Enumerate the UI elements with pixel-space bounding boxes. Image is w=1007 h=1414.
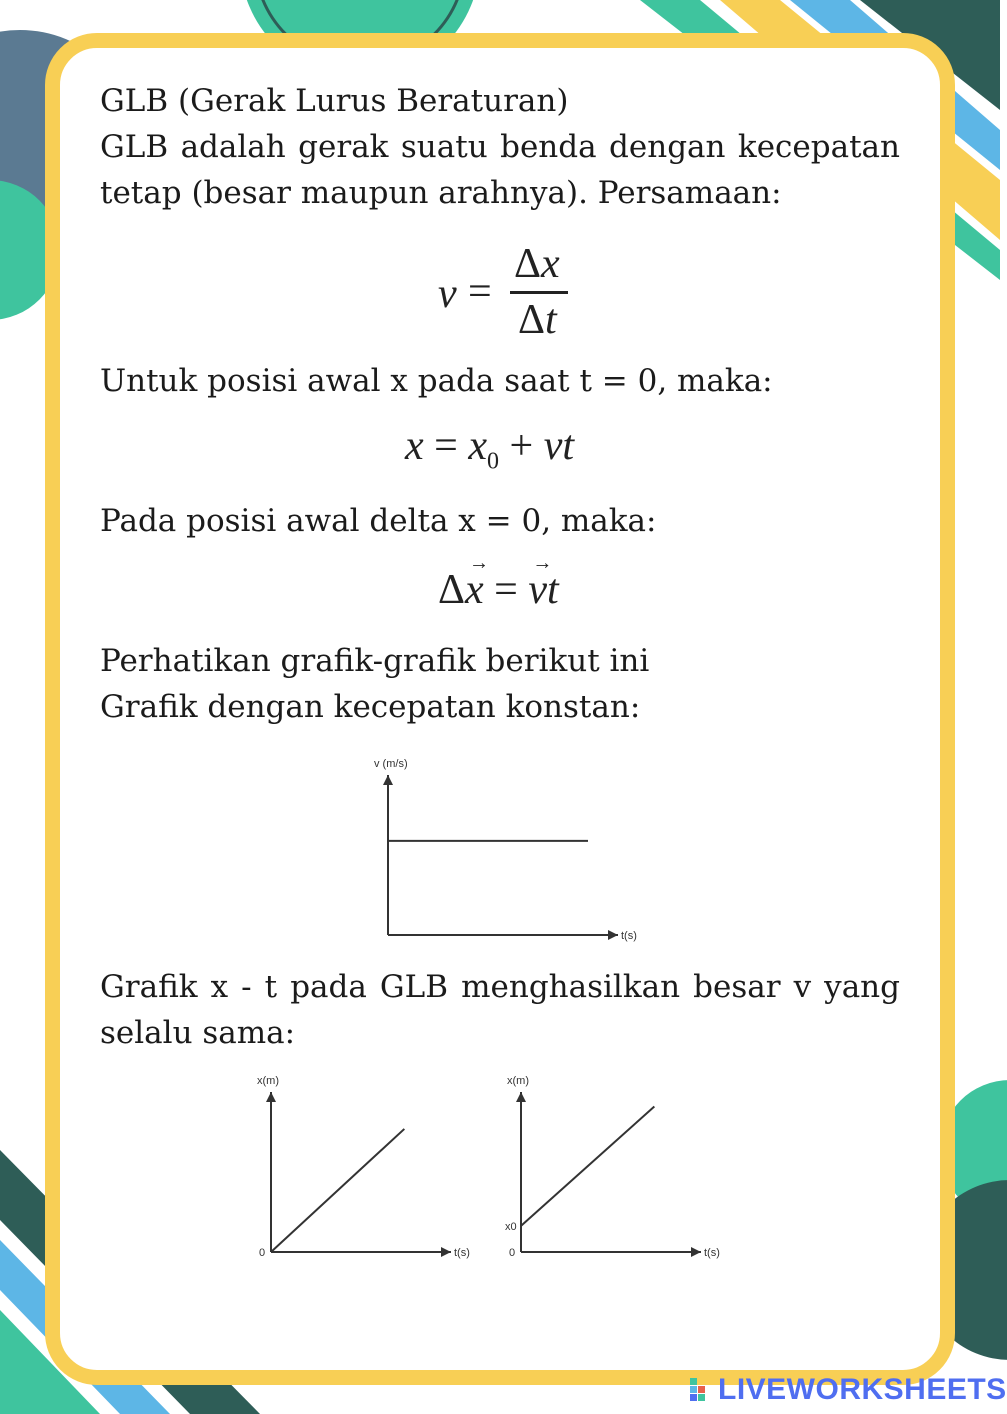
formula-velocity-denominator: Δt [518, 297, 557, 343]
delta-zero-line: Pada posisi awal delta x = 0, maka: [100, 503, 657, 539]
chart-x-t-intercept [495, 1070, 735, 1265]
logo-grid-icon [690, 1378, 714, 1402]
y-axis-arrow [266, 1092, 276, 1102]
xt-line: Grafik x - t pada GLB menghasilkan besar v yang selalu sama: [100, 969, 900, 1051]
x-axis-label: t(s) [454, 1247, 470, 1259]
liveworksheets-logo[interactable] [690, 1374, 1007, 1406]
x-axis-arrow [608, 930, 618, 940]
chart-x-t-origin [245, 1070, 485, 1265]
fraction-bar [510, 291, 568, 294]
intro-paragraph: GLB adalah gerak suatu benda dengan kecepatan tetap (besar maupun arahnya). Persamaan: [100, 129, 900, 211]
formula-velocity [438, 240, 578, 345]
x-axis-label: t(s) [704, 1247, 720, 1259]
y-axis-arrow [516, 1092, 526, 1102]
origin-label: 0 [509, 1247, 516, 1259]
series-line [521, 1107, 654, 1226]
y-axis-label: x(m) [507, 1075, 529, 1087]
initial-position-line: Untuk posisi awal x pada saat t = 0, maka: [100, 363, 773, 399]
intercept-label: x0 [505, 1220, 517, 1233]
chart-v-t [360, 750, 637, 950]
x-axis-arrow [691, 1247, 701, 1257]
origin-label: 0 [259, 1247, 266, 1259]
formula-displacement: Δ → x = → vt [438, 552, 559, 613]
x-axis-arrow [441, 1247, 451, 1257]
y-axis-arrow [383, 775, 393, 785]
series-line [271, 1129, 404, 1252]
formula-position: $x = x_0$ + vt [405, 423, 574, 475]
heading: GLB (Gerak Lurus Beraturan) [100, 83, 569, 119]
y-axis-label: x(m) [257, 1075, 279, 1087]
constant-velocity-line: Grafik dengan kecepatan konstan: [100, 689, 641, 725]
formula-velocity-lhs: v [438, 271, 457, 317]
formula-velocity-equals: = [468, 269, 492, 315]
y-axis-label: v (m/s) [374, 758, 408, 770]
x-axis-label: t(s) [621, 930, 637, 942]
formula-velocity-numerator: Δx [514, 241, 560, 287]
observe-line: Perhatikan grafik-grafik berikut ini [100, 643, 650, 679]
logo-text: LIVEWORKSHEETS [718, 1373, 1007, 1406]
